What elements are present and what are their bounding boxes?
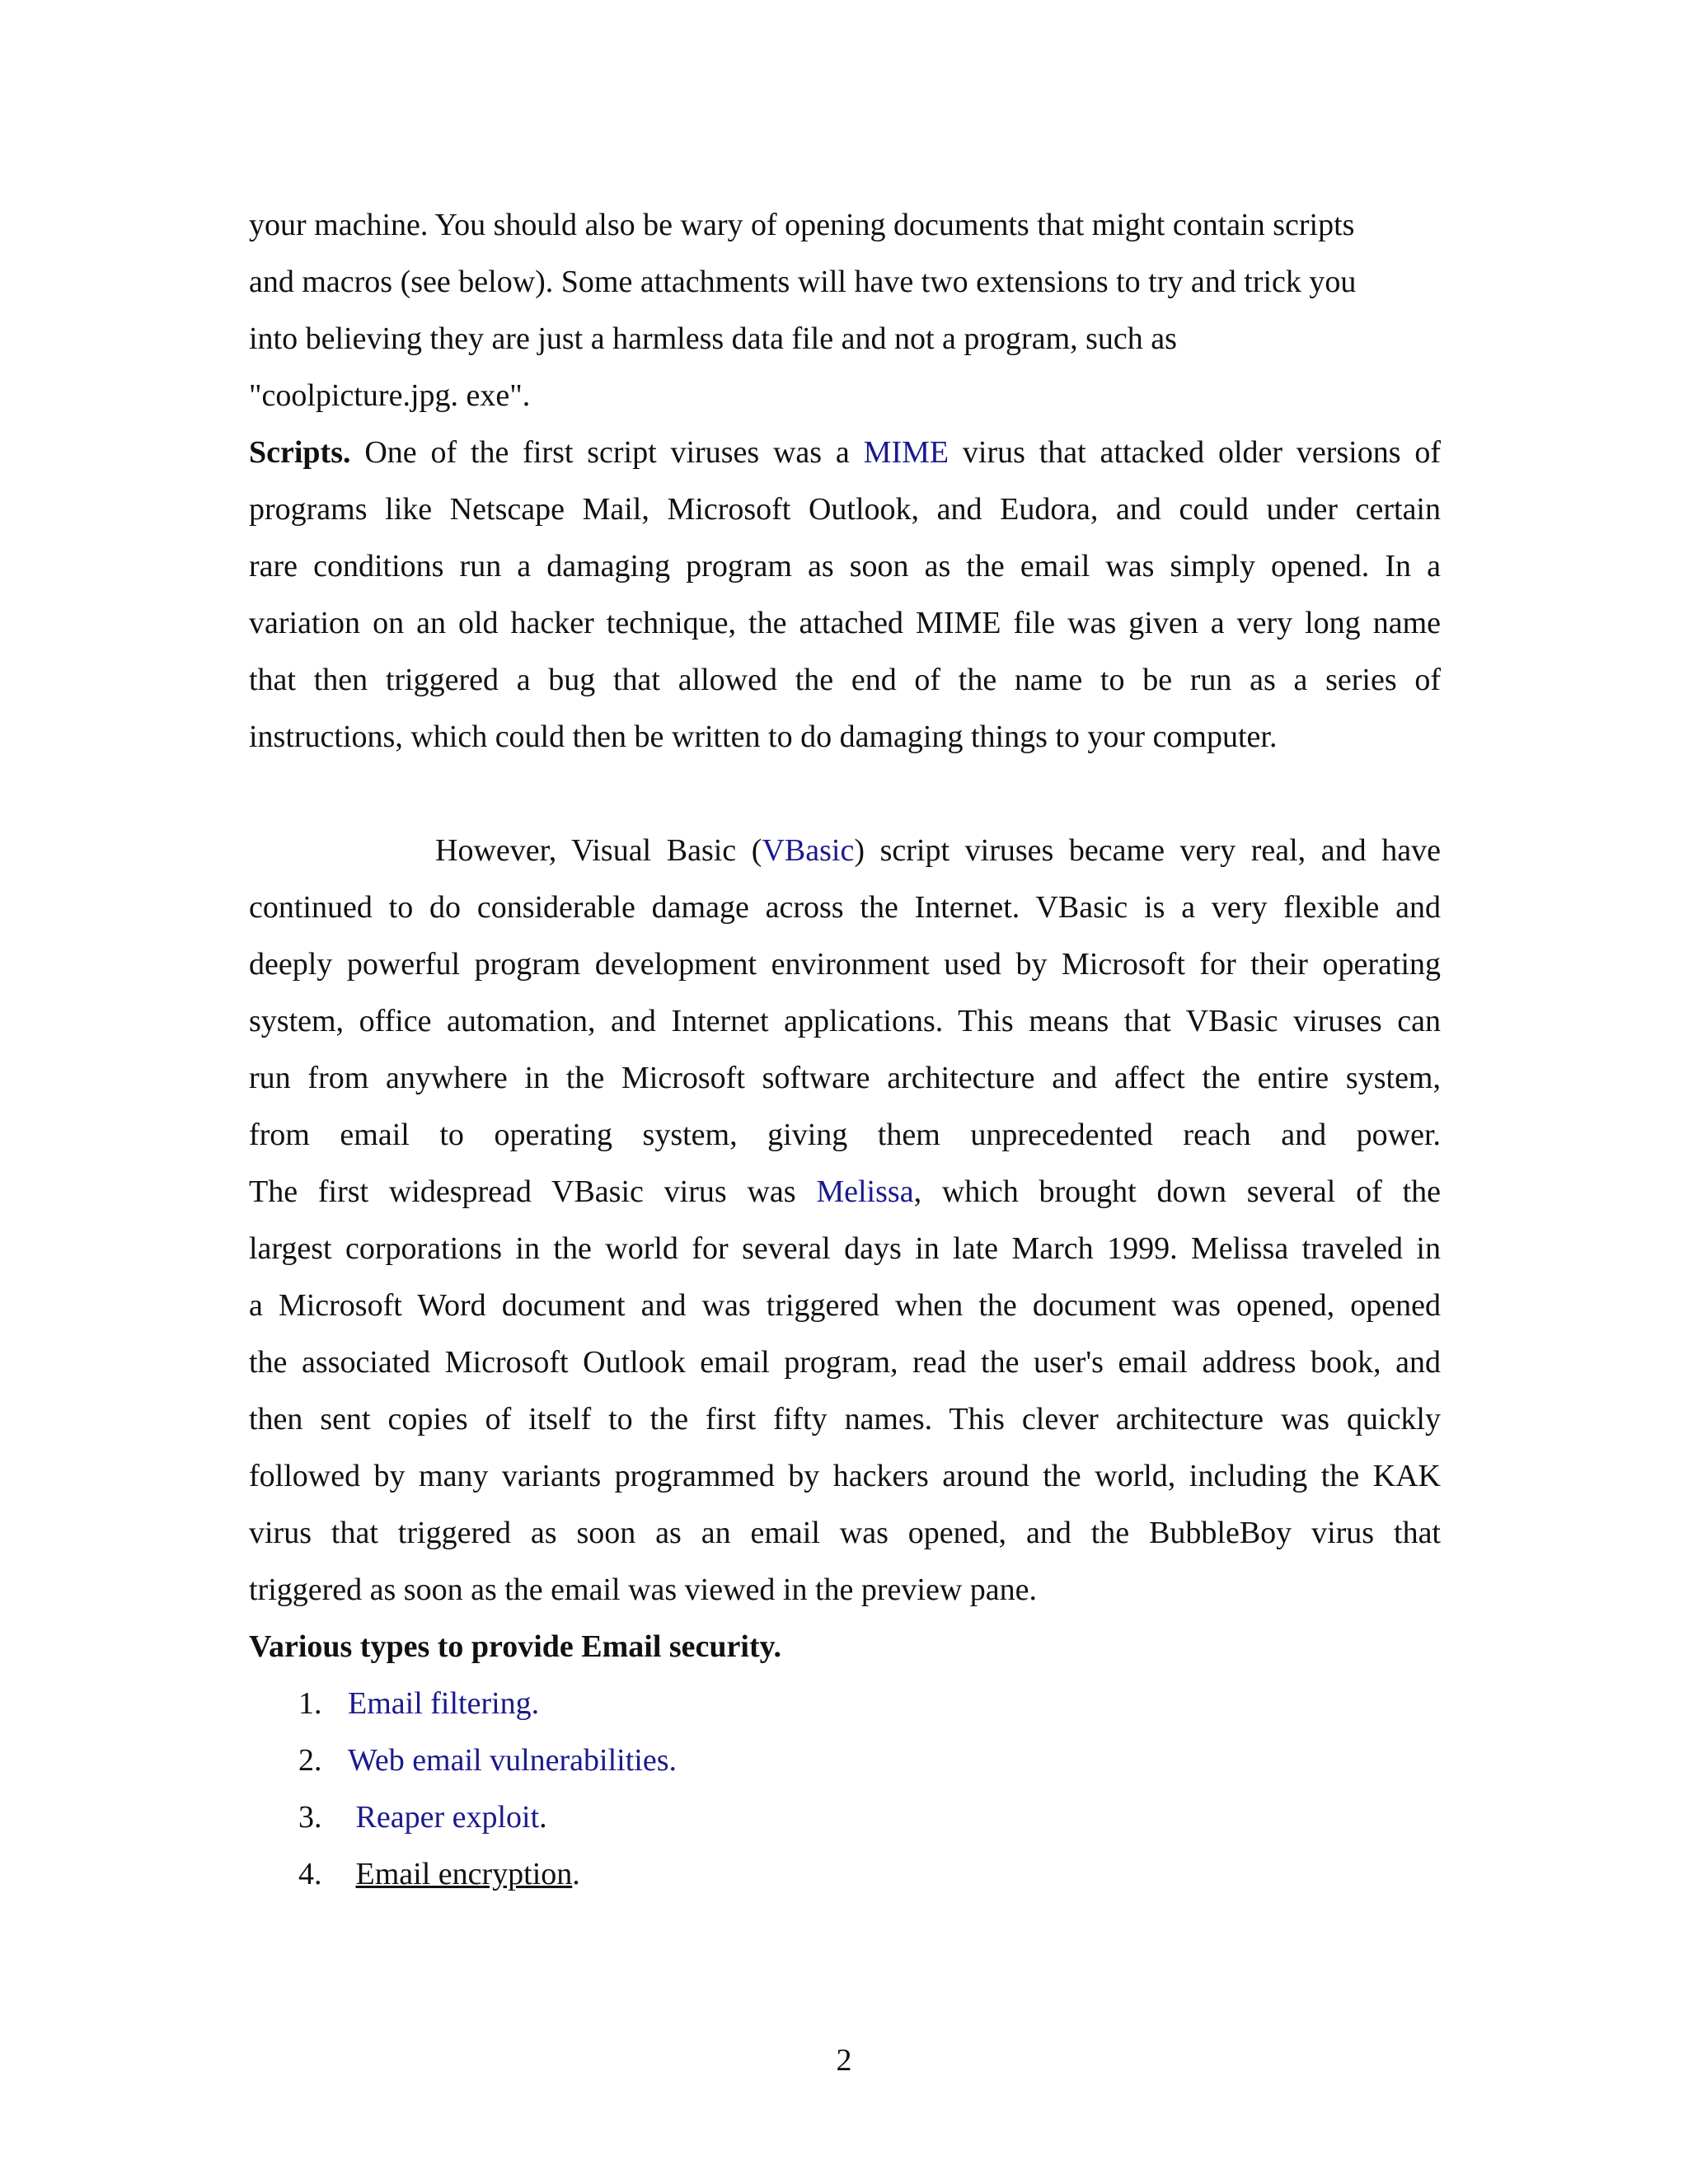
scripts-line: that then triggered a bug that allowed the end of the name to be run as a series of: [249, 663, 1441, 697]
scripts-line: rare conditions run a damaging program as soon as the email was simply opened. In a: [249, 549, 1441, 583]
vbasic-line: run from anywhere in the Microsoft software architecture and affect the entire system,: [249, 1061, 1441, 1095]
vbasic-line: a Microsoft Word document and was triggered when the document was opened, opened: [249, 1288, 1441, 1323]
vbasic-line: largest corporations in the world for several days in late March 1999. Melissa traveled in: [249, 1231, 1441, 1266]
list-number: 2.: [298, 1743, 322, 1778]
list-suffix: .: [572, 1857, 580, 1891]
list-item: [249, 1675, 1441, 1732]
scripts-line: [249, 424, 1441, 481]
intro-line: into believing they are just a harmless data file and not a program, such as: [249, 321, 1177, 356]
list-number: 3.: [298, 1800, 322, 1835]
vbasic-line: [249, 1164, 1441, 1221]
vbasic-link[interactable]: VBasic: [762, 833, 855, 868]
email-encryption-link[interactable]: Email encryption: [355, 1857, 573, 1891]
vbasic-line: continued to do considerable damage across the Internet. VBasic is a very flexible and: [249, 890, 1441, 925]
scripts-line: programs like Netscape Mail, Microsoft Outlook, and Eudora, and could under certain: [249, 492, 1441, 527]
vbasic-text: ) script viruses became very real, and have: [854, 833, 1441, 868]
list-number: 1.: [298, 1686, 322, 1721]
melissa-link[interactable]: Melissa: [816, 1174, 914, 1209]
mime-link[interactable]: MIME: [863, 435, 950, 470]
list-item: [249, 1732, 1441, 1789]
web-email-vulnerabilities-link[interactable]: Web email vulnerabilities: [348, 1743, 669, 1778]
page-body: [249, 197, 1441, 1903]
list-suffix: .: [668, 1743, 677, 1778]
scripts-text: virus that attacked older versions of: [949, 435, 1442, 470]
intro-line: "coolpicture.jpg. exe".: [249, 378, 531, 413]
list-suffix: .: [539, 1800, 547, 1835]
vbasic-line: deeply powerful program development environment used by Microsoft for their operating: [249, 947, 1441, 982]
vbasic-text: However, Visual Basic (: [435, 833, 762, 868]
intro-line: your machine. You should also be wary of opening documents that might contain scripts: [249, 208, 1355, 242]
scripts-line: instructions, which could then be written to do damaging things to your computer.: [249, 719, 1278, 754]
vbasic-line: from email to operating system, giving them unprecedented reach and power.: [249, 1118, 1441, 1152]
vbasic-line: system, office automation, and Internet applications. This means that VBasic viruses can: [249, 1004, 1441, 1038]
vbasic-line: followed by many variants programmed by hackers around the world, including the KAK: [249, 1459, 1441, 1493]
scripts-line: variation on an old hacker technique, the attached MIME file was given a very long name: [249, 606, 1441, 640]
vbasic-text: The first widespread VBasic virus was: [249, 1174, 817, 1209]
reaper-exploit-link[interactable]: Reaper exploit: [355, 1800, 540, 1835]
vbasic-line: triggered as soon as the email was viewed in the preview pane.: [249, 1572, 1038, 1607]
list-number: 4.: [298, 1857, 322, 1891]
list-suffix: .: [531, 1686, 540, 1721]
security-list: [249, 1675, 1441, 1903]
intro-line: and macros (see below). Some attachments will have two extensions to try and trick you: [249, 265, 1357, 299]
list-item: [249, 1789, 1441, 1846]
vbasic-line: then sent copies of itself to the first fifty names. This clever architecture was quickly: [249, 1402, 1441, 1436]
vbasic-line: [249, 823, 1441, 879]
security-heading: [249, 1619, 1441, 1675]
list-item: [249, 1846, 1441, 1903]
scripts-heading: Scripts.: [249, 435, 351, 470]
security-heading-text: Various types to provide Email security.: [249, 1629, 782, 1664]
paragraph-gap: [249, 766, 1441, 823]
vbasic-line: virus that triggered as soon as an email was opened, and the BubbleBoy virus that: [249, 1516, 1441, 1550]
scripts-text: One of the first script viruses was a: [350, 435, 864, 470]
page-number: 2: [836, 2043, 852, 2078]
email-filtering-link[interactable]: Email filtering: [348, 1686, 532, 1721]
vbasic-line: the associated Microsoft Outlook email program, read the user's email address book, and: [249, 1345, 1441, 1380]
vbasic-text: , which brought down several of the: [913, 1174, 1441, 1209]
